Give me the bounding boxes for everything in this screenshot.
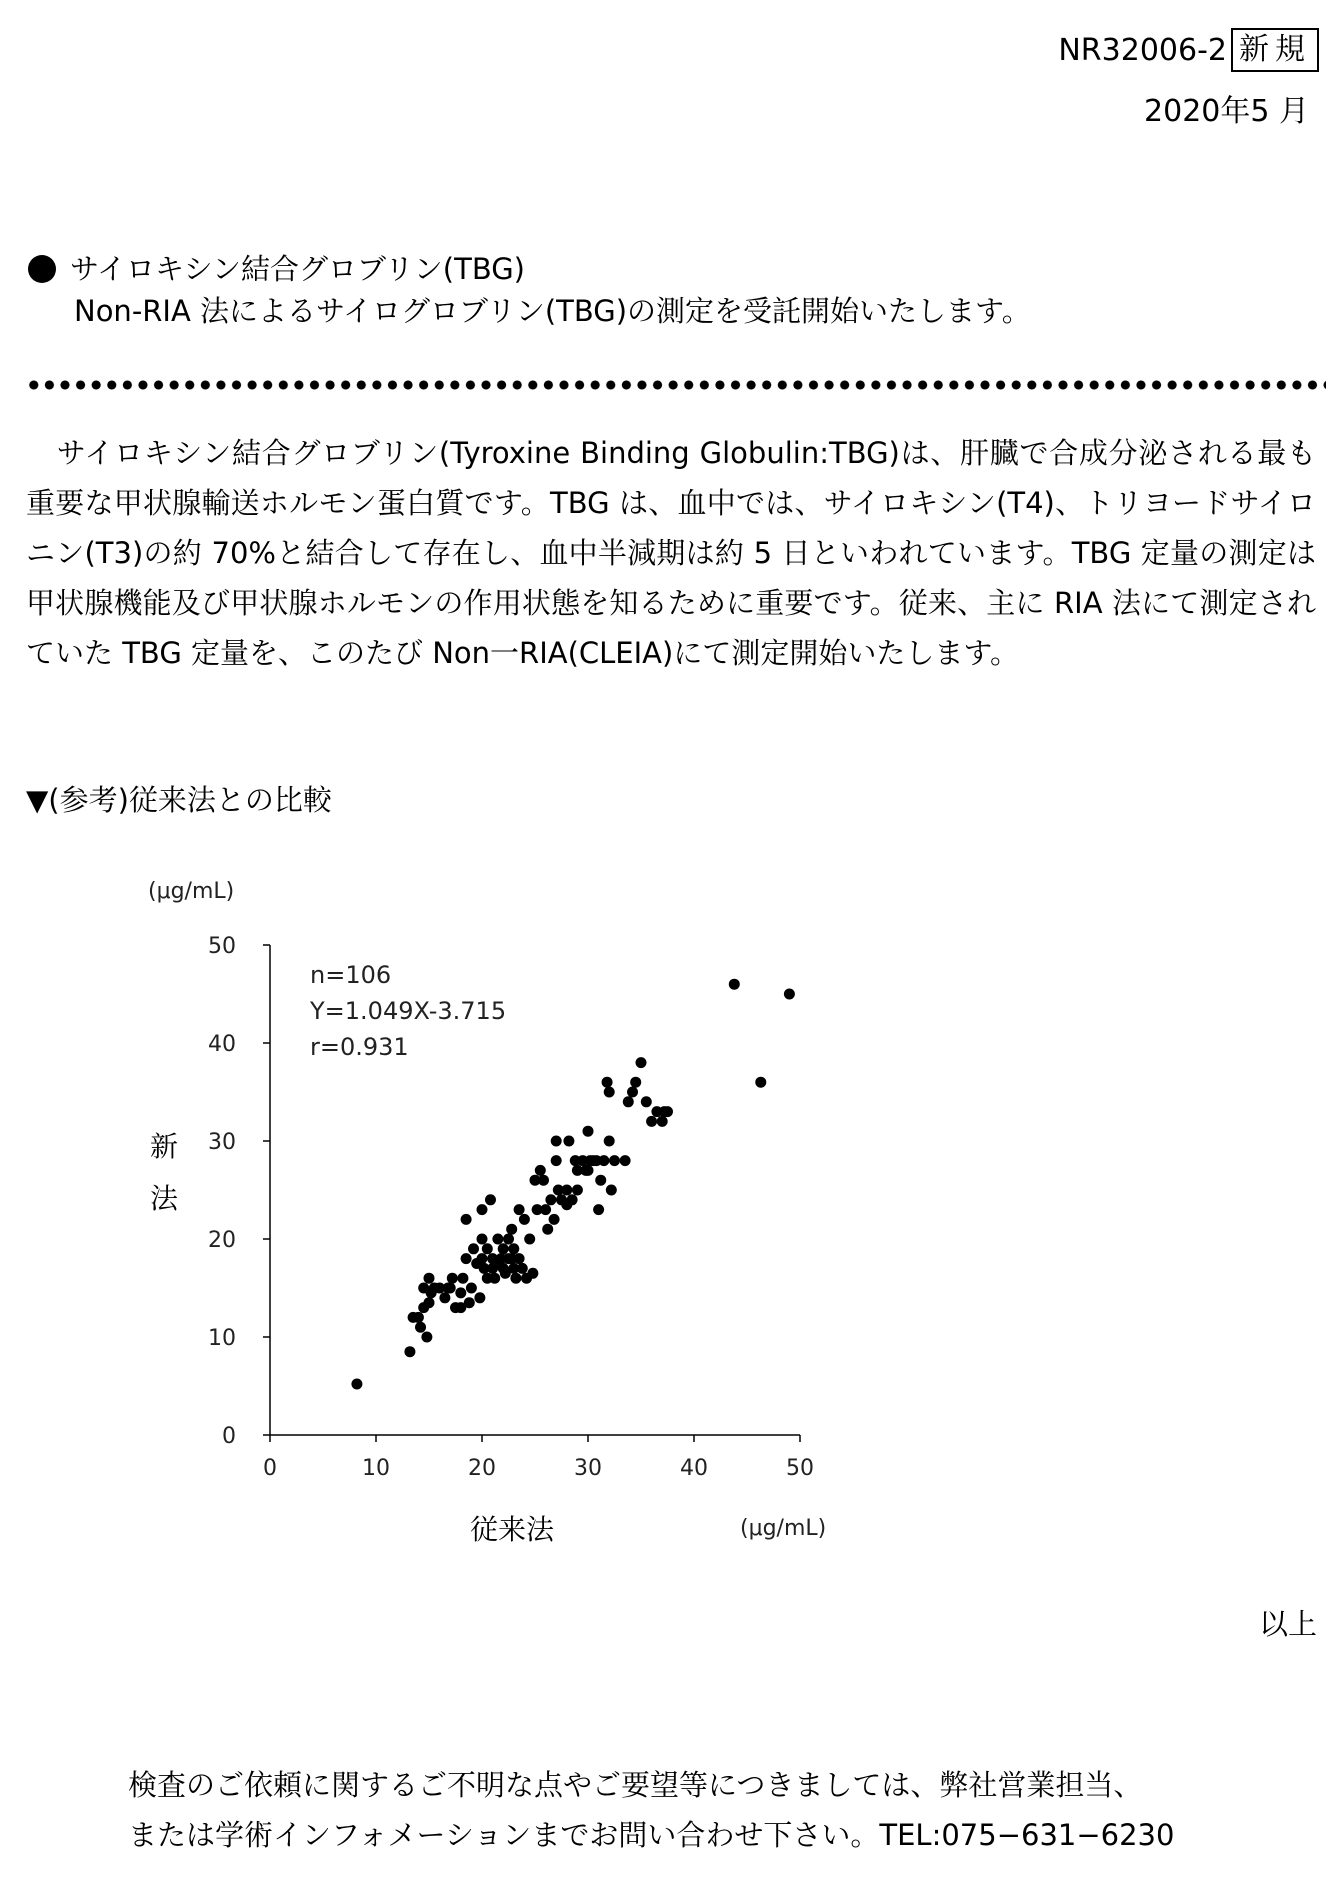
y-tick-label: 30 <box>208 1130 236 1155</box>
data-point <box>413 1312 424 1323</box>
x-tick-label: 0 <box>263 1456 277 1481</box>
annotation-line: n=106 <box>310 961 392 989</box>
scatter-chart <box>120 860 860 1560</box>
data-point <box>561 1185 572 1196</box>
data-point <box>627 1087 638 1098</box>
chart-points <box>351 979 794 1390</box>
data-point <box>646 1116 657 1127</box>
reference-heading: ▼(参考)従来法との比較 <box>26 783 332 817</box>
data-point <box>498 1243 509 1254</box>
x-tick-label: 30 <box>574 1456 602 1481</box>
data-point <box>604 1087 615 1098</box>
data-point <box>545 1194 556 1205</box>
data-point <box>519 1214 530 1225</box>
data-point <box>572 1185 583 1196</box>
contact-footer <box>128 1760 1174 1860</box>
data-point <box>439 1292 450 1303</box>
data-point <box>424 1273 435 1284</box>
x-tick-label: 10 <box>362 1456 390 1481</box>
data-point <box>461 1253 472 1264</box>
data-point <box>604 1136 615 1147</box>
data-point <box>623 1096 634 1107</box>
data-point <box>755 1077 766 1088</box>
data-point <box>506 1253 517 1264</box>
bullet-icon <box>28 255 56 283</box>
y-unit-label: (μg/mL) <box>148 879 235 904</box>
data-point <box>595 1175 606 1186</box>
data-point <box>506 1224 517 1235</box>
data-point <box>567 1194 578 1205</box>
data-point <box>492 1234 503 1245</box>
data-point <box>609 1155 620 1166</box>
y-tick-label: 0 <box>222 1424 236 1449</box>
notice-title: サイロキシン結合グロブリン(TBG) <box>70 252 525 286</box>
data-point <box>583 1126 594 1137</box>
data-point <box>503 1234 514 1245</box>
data-point <box>466 1283 477 1294</box>
footer-line-1: 検査のご依頼に関するご不明な点やご要望等につきましては、弊社営業担当、 <box>128 1768 1143 1802</box>
data-point <box>538 1175 549 1186</box>
data-point <box>606 1185 617 1196</box>
data-point <box>563 1136 574 1147</box>
data-point <box>415 1322 426 1333</box>
y-tick-label: 40 <box>208 1032 236 1057</box>
data-point <box>445 1283 456 1294</box>
annotation-line: Y=1.049X-3.715 <box>310 997 507 1025</box>
notice-heading <box>28 248 1031 332</box>
data-point <box>457 1273 468 1284</box>
data-point <box>636 1057 647 1068</box>
regression-annotation <box>309 961 506 1061</box>
data-point <box>524 1234 535 1245</box>
data-point <box>461 1214 472 1225</box>
data-point <box>583 1165 594 1176</box>
dotted-divider <box>26 378 1326 392</box>
data-point <box>784 989 795 1000</box>
new-badge: 新規 <box>1231 28 1319 72</box>
document-number <box>1058 28 1319 72</box>
doc-number-text: NR32006-2 <box>1058 32 1227 68</box>
data-point <box>421 1332 432 1343</box>
data-point <box>510 1273 521 1284</box>
data-point <box>485 1194 496 1205</box>
y-axis-label: 新法 <box>149 1130 179 1215</box>
closing-text: 以上 <box>1258 1607 1317 1641</box>
data-point <box>508 1243 519 1254</box>
data-point <box>468 1243 479 1254</box>
data-point <box>447 1273 458 1284</box>
data-point <box>542 1224 553 1235</box>
data-point <box>517 1263 528 1274</box>
data-point <box>729 979 740 990</box>
x-tick-label: 20 <box>468 1456 496 1481</box>
x-tick-label: 40 <box>680 1456 708 1481</box>
data-point <box>477 1253 488 1264</box>
x-unit-label: (μg/mL) <box>740 1516 827 1541</box>
x-axis-label: 従来法 <box>469 1513 555 1546</box>
issue-date: 2020年5 月 <box>1144 94 1309 129</box>
data-point <box>464 1297 475 1308</box>
data-point <box>598 1155 609 1166</box>
data-point <box>404 1346 415 1357</box>
data-point <box>602 1077 613 1088</box>
y-tick-label: 20 <box>208 1228 236 1253</box>
data-point <box>474 1292 485 1303</box>
data-point <box>549 1214 560 1225</box>
notice-subtitle: Non-RIA 法によるサイログロブリン(TBG)の測定を受託開始いたします。 <box>74 294 1031 328</box>
data-point <box>641 1096 652 1107</box>
data-point <box>551 1155 562 1166</box>
data-point <box>630 1077 641 1088</box>
annotation-line: r=0.931 <box>310 1033 409 1061</box>
data-point <box>662 1106 673 1117</box>
data-point <box>593 1204 604 1215</box>
data-point <box>551 1136 562 1147</box>
y-tick-label: 50 <box>208 934 236 959</box>
data-point <box>424 1297 435 1308</box>
data-point <box>477 1204 488 1215</box>
data-point <box>514 1204 525 1215</box>
y-tick-label: 10 <box>208 1326 236 1351</box>
data-point <box>482 1243 493 1254</box>
data-point <box>540 1204 551 1215</box>
data-point <box>535 1165 546 1176</box>
chart-ticks <box>208 934 814 1481</box>
data-point <box>620 1155 631 1166</box>
data-point <box>455 1287 466 1298</box>
data-point <box>657 1116 668 1127</box>
data-point <box>351 1379 362 1390</box>
footer-line-2: または学術インフォメーションまでお問い合わせ下さい。TEL:075−631−6230 <box>128 1818 1175 1852</box>
data-point <box>489 1273 500 1284</box>
x-tick-label: 50 <box>786 1456 814 1481</box>
data-point <box>477 1234 488 1245</box>
body-paragraph <box>26 428 1316 678</box>
data-point <box>527 1268 538 1279</box>
body-text: サイロキシン結合グロブリン(Tyroxine Binding Globulin:TBG)は、肝臓で合成分泌される最も重要な甲状腺輸送ホルモン蛋白質です。TBG は、血中では、サイロキシン(T4)、トリヨードサイロニン(T3)の約 70%と結合して存在し、血中半減期は約 5 日といわれています。TBG 定量の測定は甲状腺機能及び甲状腺ホルモンの作用状態を知るために重要です。従来、主に RIA 法にて測定されていた TBG 定量を、このたび Non一RIA(CLEIA)にて測定開始いたします。 <box>26 436 1316 670</box>
